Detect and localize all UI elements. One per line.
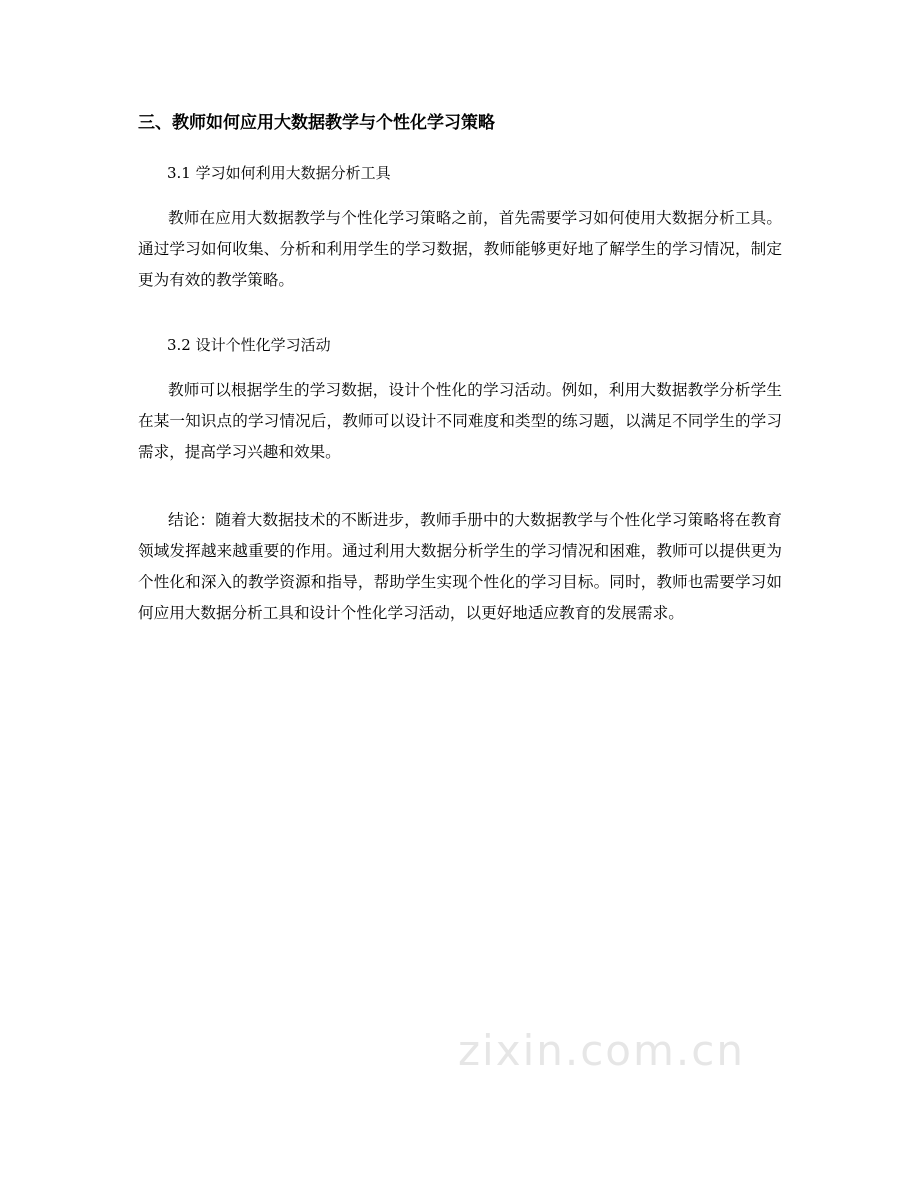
section-heading: 三、教师如何应用大数据教学与个性化学习策略 xyxy=(138,113,495,133)
subsection-paragraph-3-2: 教师可以根据学生的学习数据，设计个性化的学习活动。例如，利用大数据教学分析学生在某一知识点的学习情况后，教师可以设计不同难度和类型的练习题，以满足不同学生的学习需求，提高学习兴趣和效果。 xyxy=(138,381,782,461)
watermark: zixin.com.cn xyxy=(458,1026,745,1075)
subsection-paragraph-3-1: 教师在应用大数据教学与个性化学习策略之前，首先需要学习如何使用大数据分析工具。通过学习如何收集、分析和利用学生的学习数据，教师能够更好地了解学生的学习情况，制定更为有效的教学策略。 xyxy=(138,209,782,289)
subsection-heading-3-1: 3.1 学习如何利用大数据分析工具 xyxy=(167,164,391,182)
conclusion-paragraph: 结论：随着大数据技术的不断进步，教师手册中的大数据教学与个性化学习策略将在教育领域发挥越来越重要的作用。通过利用大数据分析学生的学习情况和困难，教师可以提供更为个性化和深入的教学资源和指导，帮助学生实现个性化的学习目标。同时，教师也需要学习如何应用大数据分析工具和设计个性化学习活动，以更好地适应教育的发展需求。 xyxy=(138,511,782,622)
subsection-heading-3-2: 3.2 设计个性化学习活动 xyxy=(167,336,331,354)
